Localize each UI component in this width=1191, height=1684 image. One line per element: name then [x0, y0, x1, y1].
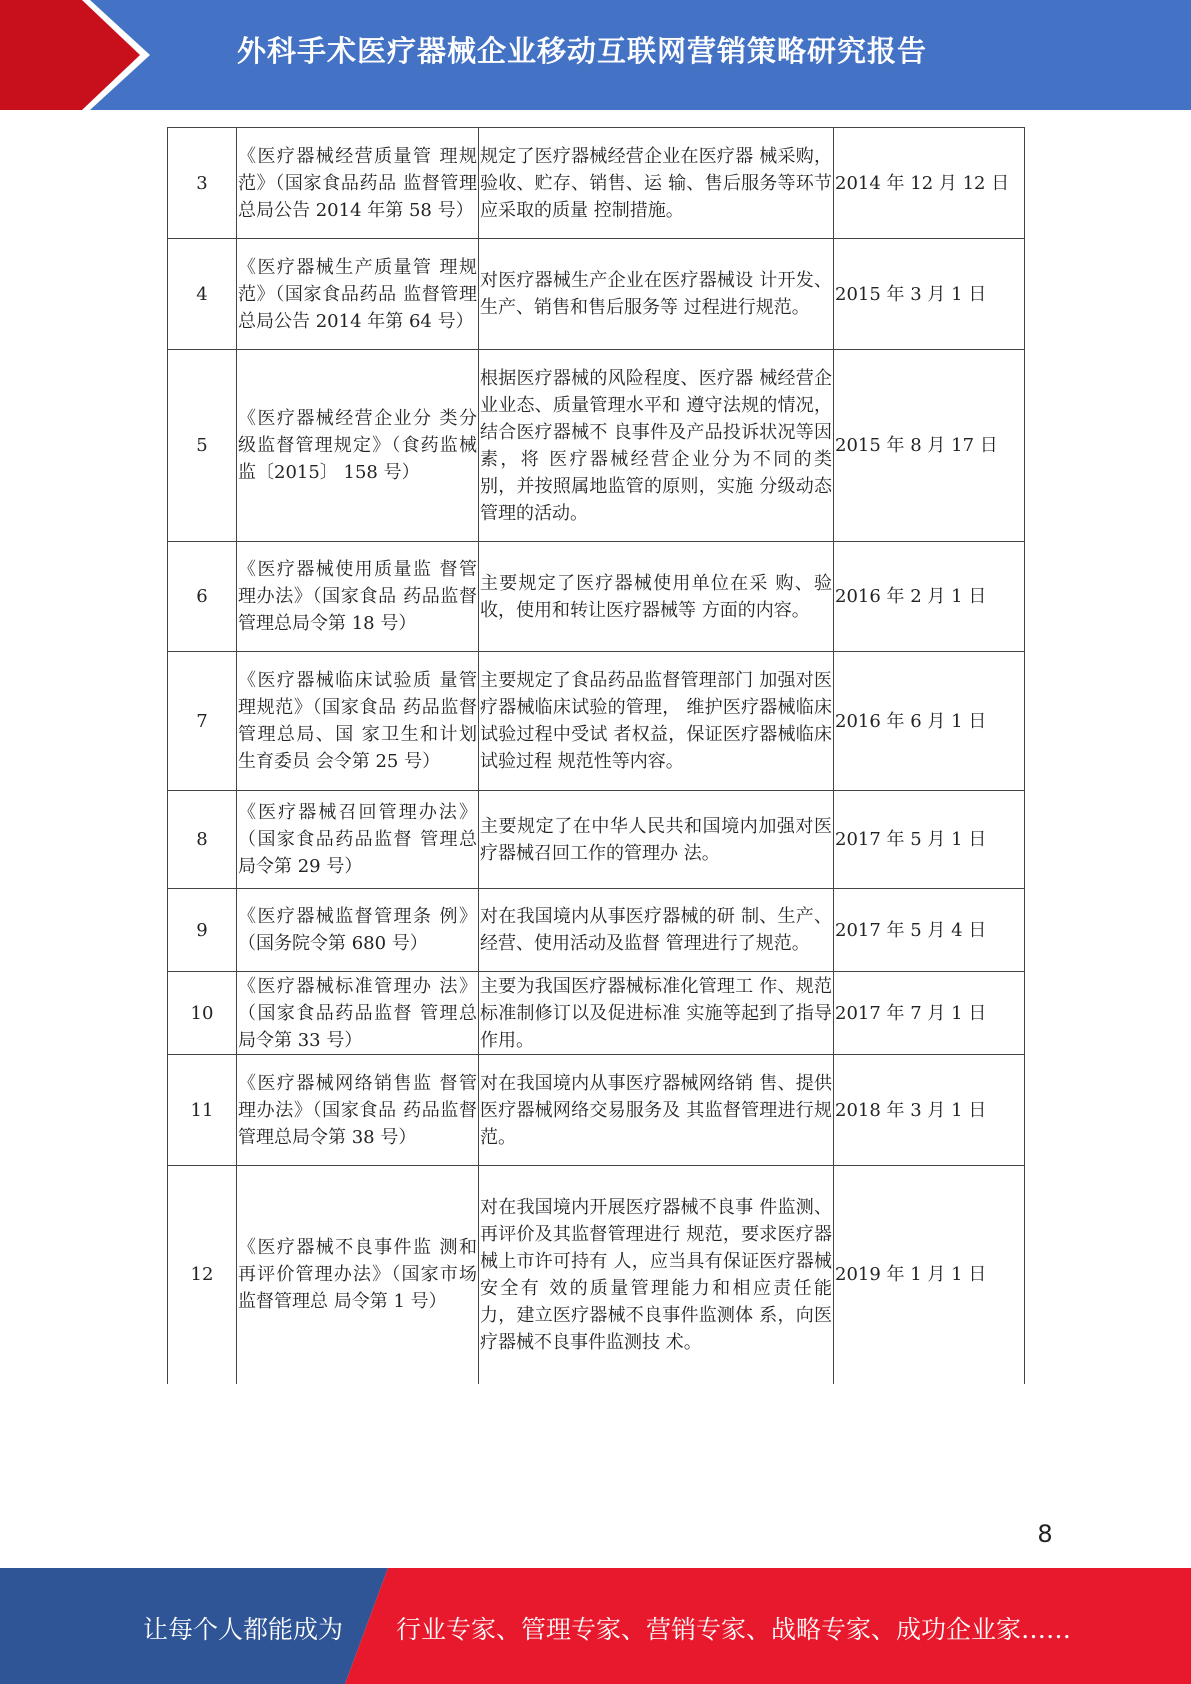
- page-header: [0, 0, 1191, 110]
- regulation-name: 《医疗器械经营质量管 理规范》（国家食品药品 监督管理总局公告 2014 年第 58 号）: [237, 128, 479, 239]
- row-number: 5: [168, 350, 237, 542]
- regulation-name: 《医疗器械网络销售监 督管理办法》（国家食品 药品监督管理总局令第 38 号）: [237, 1055, 479, 1166]
- regulation-description: 主要规定了食品药品监督管理部门 加强对医疗器械临床试验的管理， 维护医疗器械临床试验过程中受试 者权益，保证医疗器械临床试验过程 规范性等内容。: [479, 652, 834, 791]
- regulation-name: 《医疗器械标准管理办 法》（国家食品药品监督 管理总局令第 33 号）: [237, 972, 479, 1055]
- regulation-description: 对医疗器械生产企业在医疗器械设 计开发、生产、销售和售后服务等 过程进行规范。: [479, 239, 834, 350]
- regulation-description: 主要规定了在中华人民共和国境内加强对医疗器械召回工作的管理办 法。: [479, 791, 834, 889]
- row-number: 6: [168, 542, 237, 652]
- row-number: 4: [168, 239, 237, 350]
- regulation-name: 《医疗器械经营企业分 类分级监督管理规定》（食药监械监〔2015〕 158 号）: [237, 350, 479, 542]
- regulation-name: 《医疗器械召回管理办法》（国家食品药品监督 管理总局令第 29 号）: [237, 791, 479, 889]
- table-row: [168, 889, 1025, 972]
- effective-date: 2015 年 3 月 1 日: [834, 239, 1025, 350]
- row-number: 11: [168, 1055, 237, 1166]
- regulation-name: 《医疗器械临床试验质 量管理规范》（国家食品 药品监督管理总局、国 家卫生和计划生育委员 会令第 25 号）: [237, 652, 479, 791]
- regulation-description: 对在我国境内从事医疗器械网络销 售、提供医疗器械网络交易服务及 其监督管理进行规范。: [479, 1055, 834, 1166]
- table-row: [168, 791, 1025, 889]
- row-number: 12: [168, 1166, 237, 1384]
- regulation-name: 《医疗器械监督管理条 例》（国务院令第 680 号）: [237, 889, 479, 972]
- row-number: 7: [168, 652, 237, 791]
- row-number: 9: [168, 889, 237, 972]
- page-number: 8: [1037, 1520, 1053, 1548]
- row-number: 10: [168, 972, 237, 1055]
- regulation-name: 《医疗器械不良事件监 测和再评价管理办法》（国家市场监督管理总 局令第 1 号）: [237, 1166, 479, 1384]
- table-row: [168, 350, 1025, 542]
- effective-date: 2019 年 1 月 1 日: [834, 1166, 1025, 1384]
- table-row: [168, 652, 1025, 791]
- regulation-description: 规定了医疗器械经营企业在医疗器 械采购，验收、贮存、销售、运 输、售后服务等环节应采取的质量 控制措施。: [479, 128, 834, 239]
- effective-date: 2017 年 7 月 1 日: [834, 972, 1025, 1055]
- effective-date: 2015 年 8 月 17 日: [834, 350, 1025, 542]
- effective-date: 2018 年 3 月 1 日: [834, 1055, 1025, 1166]
- footer-slogan-right: 行业专家、管理专家、营销专家、战略专家、成功企业家……: [396, 1615, 1072, 1644]
- page-footer: [0, 1568, 1191, 1684]
- regulation-description: 对在我国境内从事医疗器械的研 制、生产、经营、使用活动及监督 管理进行了规范。: [479, 889, 834, 972]
- regulation-name: 《医疗器械使用质量监 督管理办法》（国家食品 药品监督管理总局令第 18 号）: [237, 542, 479, 652]
- effective-date: 2014 年 12 月 12 日: [834, 128, 1025, 239]
- row-number: 3: [168, 128, 237, 239]
- footer-slogan-left: 让每个人都能成为: [143, 1615, 344, 1644]
- effective-date: 2016 年 2 月 1 日: [834, 542, 1025, 652]
- regulation-description: 主要规定了医疗器械使用单位在采 购、验收，使用和转让医疗器械等 方面的内容。: [479, 542, 834, 652]
- table-row: [168, 542, 1025, 652]
- page-title: 外科手术医疗器械企业移动互联网营销策略研究报告: [237, 34, 928, 68]
- effective-date: 2016 年 6 月 1 日: [834, 652, 1025, 791]
- regulation-description: 主要为我国医疗器械标准化管理工 作、规范标准制修订以及促进标准 实施等起到了指导作用。: [479, 972, 834, 1055]
- regulations-table: [167, 127, 1025, 1384]
- table-row: [168, 128, 1025, 239]
- regulation-description: 对在我国境内开展医疗器械不良事 件监测、再评价及其监督管理进行 规范，要求医疗器械上市许可持有 人，应当具有保证医疗器械安全有 效的质量管理能力和相应责任能 力，建立医疗器械不良事件监测体 系，向医疗器械不良事件监测技 术。: [479, 1166, 834, 1384]
- effective-date: 2017 年 5 月 4 日: [834, 889, 1025, 972]
- table-row: [168, 239, 1025, 350]
- effective-date: 2017 年 5 月 1 日: [834, 791, 1025, 889]
- table-row: [168, 1166, 1025, 1384]
- row-number: 8: [168, 791, 237, 889]
- regulation-name: 《医疗器械生产质量管 理规范》（国家食品药品 监督管理总局公告 2014 年第 64 号）: [237, 239, 479, 350]
- regulation-description: 根据医疗器械的风险程度、医疗器 械经营企业业态、质量管理水平和 遵守法规的情况，结合医疗器械不 良事件及产品投诉状况等因素，将 医疗器械经营企业分为不同的类 别，并按照属地监管的原则，实施 分级动态管理的活动。: [479, 350, 834, 542]
- table-row: [168, 1055, 1025, 1166]
- header-chevron-icon: [0, 0, 160, 110]
- table-row: [168, 972, 1025, 1055]
